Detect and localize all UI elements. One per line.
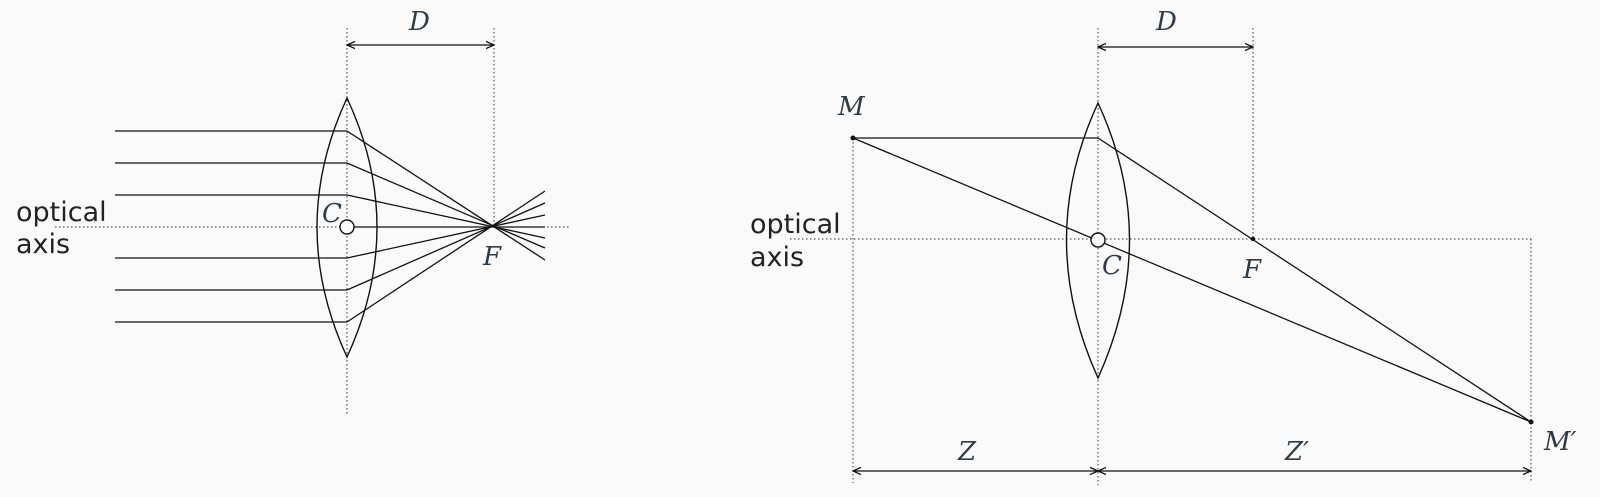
right-axis-label-line1: optical (750, 209, 841, 240)
right-center-point (1091, 233, 1105, 247)
right-axis-label-line2: axis (750, 242, 805, 273)
left-axis-label-line2: axis (16, 229, 71, 260)
image-point (1529, 420, 1534, 425)
right-center-label: C (1102, 251, 1122, 281)
object-label: M (838, 92, 865, 122)
right-diagram (750, 7, 1577, 485)
image-label: M′ (1544, 427, 1577, 457)
image-distance-label: Z′ (1285, 437, 1309, 467)
right-chief-ray (853, 138, 1531, 422)
right-focal-label: F (1243, 255, 1262, 285)
left-distance-label: D (409, 7, 430, 37)
left-center-label: C (322, 199, 342, 229)
left-axis-label-line1: optical (16, 197, 107, 228)
object-distance-label: Z (958, 437, 977, 467)
right-focal-point (1251, 237, 1255, 241)
left-center-point (340, 220, 354, 234)
object-point (851, 136, 856, 141)
left-diagram (16, 7, 570, 415)
right-distance-label: D (1156, 7, 1177, 37)
right-focal-ray (1098, 138, 1531, 422)
left-focal-label: F (483, 242, 502, 272)
